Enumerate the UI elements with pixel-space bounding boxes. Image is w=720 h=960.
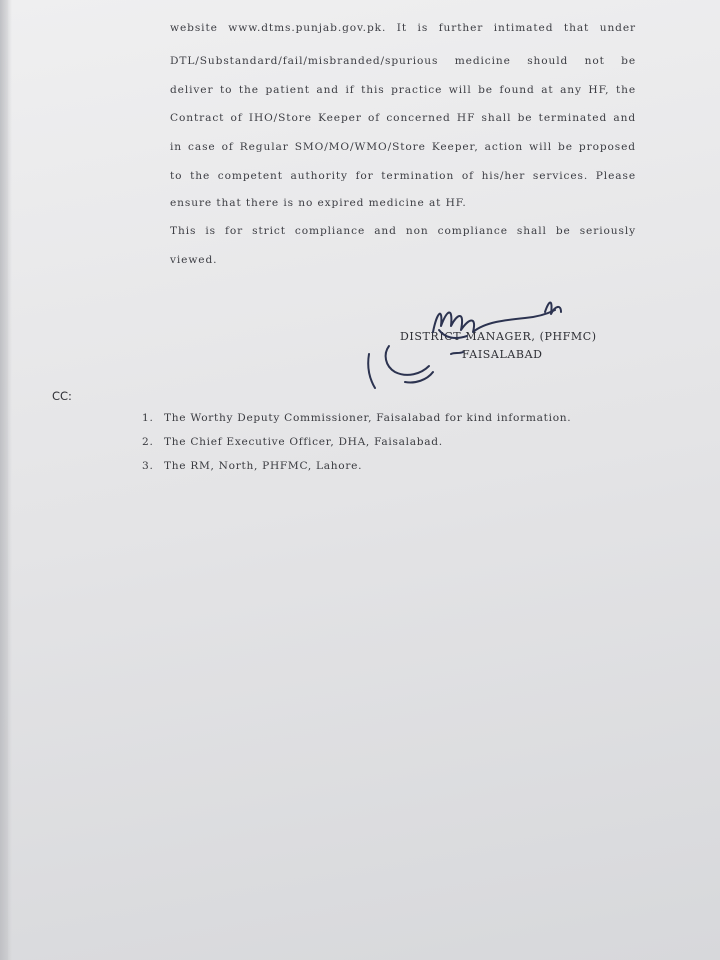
cc-item xyxy=(142,436,571,460)
body-line-7: ensure that there is no expired medicine at HF. xyxy=(170,197,467,209)
cc-label: CC: xyxy=(52,389,72,403)
cc-item-text: The Worthy Deputy Commissioner, Faisalabad for kind information. xyxy=(164,412,572,424)
signatory-title: DISTRICT MANAGER, (PHFMC) xyxy=(400,330,597,343)
cc-item xyxy=(142,460,571,484)
cc-list xyxy=(142,412,571,484)
cc-item-number: 3. xyxy=(142,460,154,472)
body-line-2: DTL/Substandard/fail/misbranded/spurious medicine should not be xyxy=(170,55,636,67)
body-line-8: This is for strict compliance and non compliance shall be seriously xyxy=(170,225,636,237)
cc-item-text: The Chief Executive Officer, DHA, Faisalabad. xyxy=(164,436,443,448)
body-line-4: Contract of IHO/Store Keeper of concerned HF shall be terminated and xyxy=(170,112,636,124)
signatory-place: FAISALABAD xyxy=(462,348,543,361)
cc-item xyxy=(142,412,571,436)
body-line-3: deliver to the patient and if this practice will be found at any HF, the xyxy=(170,84,636,96)
body-line-9: viewed. xyxy=(170,254,218,266)
cc-item-number: 1. xyxy=(142,412,154,424)
cc-item-text: The RM, North, PHFMC, Lahore. xyxy=(164,460,363,472)
page-edge-shadow xyxy=(0,0,12,960)
body-line-1: website www.dtms.punjab.gov.pk. It is further intimated that under xyxy=(170,22,636,34)
body-line-6: to the competent authority for termination of his/her services. Please xyxy=(170,170,636,182)
body-line-5: in case of Regular SMO/MO/WMO/Store Keeper, action will be proposed xyxy=(170,141,636,153)
cc-item-number: 2. xyxy=(142,436,154,448)
handwritten-signature xyxy=(355,292,585,402)
